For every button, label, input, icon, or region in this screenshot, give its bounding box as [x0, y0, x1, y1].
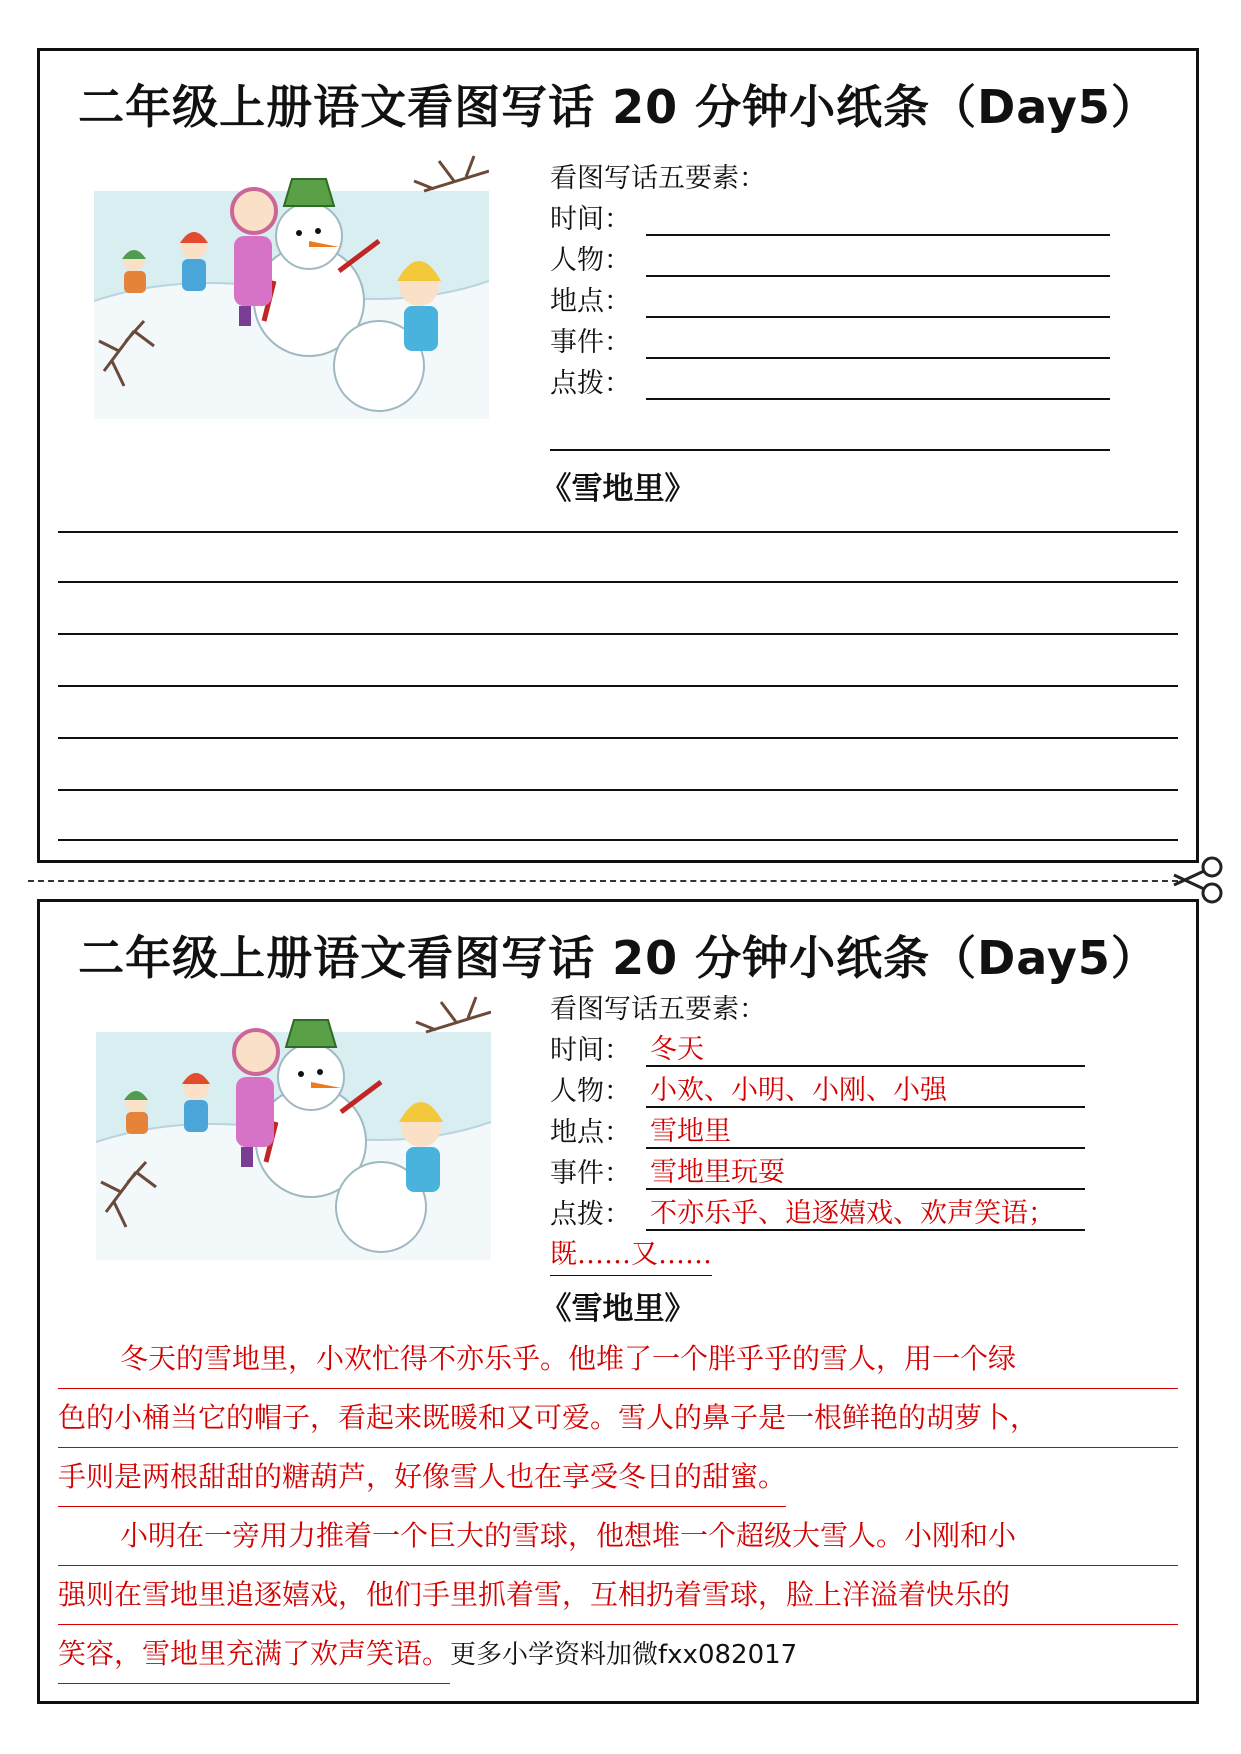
essay-line: 强则在雪地里追逐嬉戏，他们手里抓着雪，互相扔着雪球，脸上洋溢着快乐的: [58, 1566, 1178, 1625]
hint-label: 点拨：: [550, 1199, 631, 1230]
event-row[interactable]: [550, 322, 1110, 363]
people-label: 人物：: [550, 245, 631, 276]
hint-blank[interactable]: [646, 398, 1110, 400]
time-blank[interactable]: [646, 234, 1110, 236]
essay-line: 小明在一旁用力推着一个巨大的雪球，他想堆一个超级大雪人。小刚和小: [58, 1507, 1178, 1566]
time-row: [550, 1030, 1085, 1071]
event-label: 事件：: [550, 1158, 631, 1189]
snowman-illustration: [94, 151, 489, 419]
place-row[interactable]: [550, 281, 1110, 322]
essay-line: 冬天的雪地里，小欢忙得不亦乐乎。他堆了一个胖乎乎的雪人，用一个绿: [58, 1330, 1178, 1389]
event-row: [550, 1153, 1085, 1194]
place-blank[interactable]: [646, 316, 1110, 318]
hint-answer: 不亦乐乎、追逐嬉戏、欢声笑语；: [650, 1198, 1055, 1229]
place-label: 地点：: [550, 1117, 631, 1148]
place-label: 地点：: [550, 286, 631, 317]
essay-line: 笑容，雪地里充满了欢声笑语。: [58, 1625, 450, 1684]
hint-cont-row: [550, 1235, 1085, 1276]
cut-line-divider: [28, 880, 1178, 882]
writing-line[interactable]: [58, 633, 1178, 635]
people-answer: 小欢、小明、小刚、小强: [650, 1075, 947, 1106]
event-answer: 雪地里玩耍: [650, 1157, 785, 1188]
essay-paragraph-2: [58, 1507, 1178, 1684]
essay-line: 手则是两根甜甜的糖葫芦，好像雪人也在享受冬日的甜蜜。: [58, 1448, 786, 1507]
people-row: [550, 1071, 1085, 1112]
hint-row[interactable]: [550, 363, 1110, 404]
essay-paragraph-1: [58, 1330, 1178, 1507]
hint-answer-cont: 既……又……: [550, 1235, 712, 1276]
contact-note: 更多小学资料加微fxx082017: [450, 1640, 798, 1670]
time-underline: [646, 1065, 1085, 1067]
event-label: 事件：: [550, 327, 631, 358]
elements-heading: 看图写话五要素：: [550, 994, 766, 1025]
writing-line[interactable]: [58, 685, 1178, 687]
writing-line[interactable]: [58, 581, 1178, 583]
hint-row: [550, 1194, 1085, 1235]
elements-heading: 看图写话五要素：: [550, 163, 766, 194]
writing-line[interactable]: [58, 737, 1178, 739]
writing-line[interactable]: [58, 789, 1178, 791]
five-elements-panel: [550, 159, 1110, 404]
snowman-illustration: [96, 992, 491, 1260]
blank-worksheet-card: [37, 48, 1199, 863]
five-elements-panel: [550, 990, 1085, 1276]
essay-title: 《雪地里》: [540, 471, 696, 507]
writing-line[interactable]: [58, 839, 1178, 841]
model-essay: [58, 1330, 1178, 1684]
hint-label: 点拨：: [550, 368, 631, 399]
writing-line[interactable]: [58, 531, 1178, 533]
essay-line: 色的小桶当它的帽子，看起来既暖和又可爱。雪人的鼻子是一根鲜艳的胡萝卜，: [58, 1389, 1178, 1448]
place-answer: 雪地里: [650, 1116, 731, 1147]
time-label: 时间：: [550, 1035, 631, 1066]
event-blank[interactable]: [646, 357, 1110, 359]
people-blank[interactable]: [646, 275, 1110, 277]
people-row[interactable]: [550, 240, 1110, 281]
answer-worksheet-card: [37, 899, 1199, 1704]
worksheet-title: 二年级上册语文看图写话 20 分钟小纸条（Day5）: [78, 80, 1158, 134]
people-label: 人物：: [550, 1076, 631, 1107]
time-answer: 冬天: [650, 1034, 704, 1065]
time-label: 时间：: [550, 204, 631, 235]
place-row: [550, 1112, 1085, 1153]
time-row[interactable]: [550, 199, 1110, 240]
worksheet-title: 二年级上册语文看图写话 20 分钟小纸条（Day5）: [78, 931, 1158, 985]
hint-extra-blank[interactable]: [550, 449, 1110, 451]
scissors-icon: [1170, 855, 1226, 905]
essay-title: 《雪地里》: [540, 1291, 696, 1327]
